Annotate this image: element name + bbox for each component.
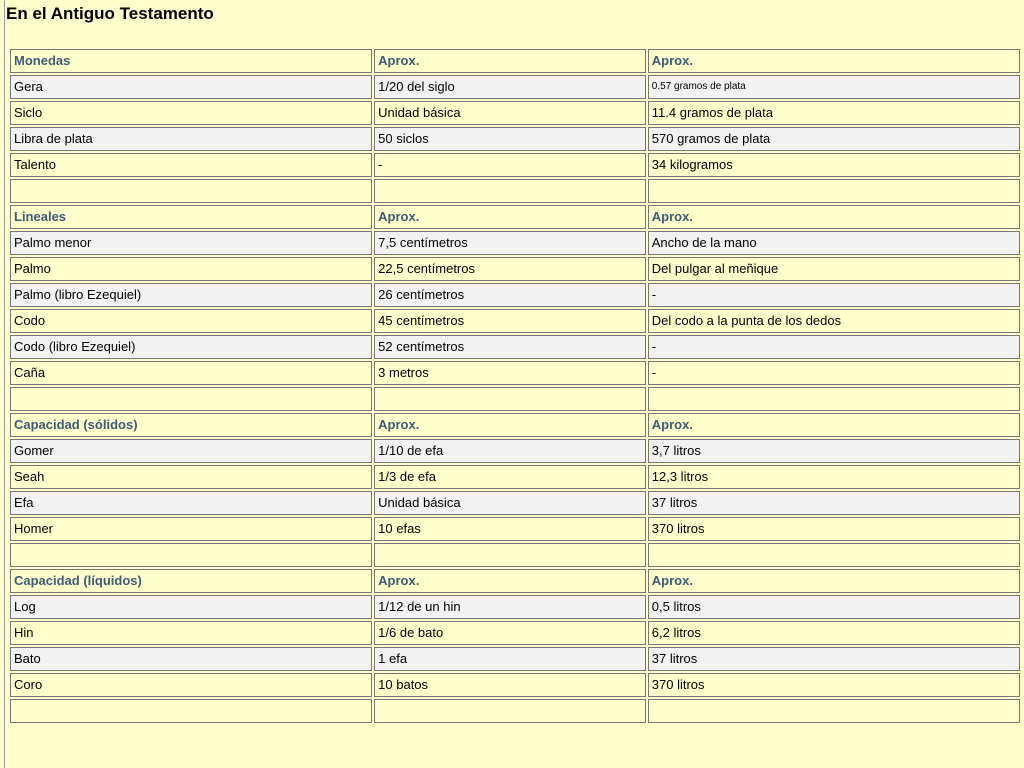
unit-name-cell: Efa bbox=[10, 491, 372, 515]
equivalence-cell: 7,5 centímetros bbox=[374, 231, 646, 255]
unit-name-cell: Palmo (libro Ezequiel) bbox=[10, 283, 372, 307]
spacer-cell bbox=[374, 543, 646, 567]
equivalence-cell: Unidad básica bbox=[374, 491, 646, 515]
unit-name-cell: Palmo bbox=[10, 257, 372, 281]
approx-value-cell: 11.4 gramos de plata bbox=[648, 101, 1020, 125]
unit-name-cell: Hin bbox=[10, 621, 372, 645]
equivalence-cell: 45 centímetros bbox=[374, 309, 646, 333]
approx-value-cell: - bbox=[648, 283, 1020, 307]
approx-value-cell: Del codo a la punta de los dedos bbox=[648, 309, 1020, 333]
section-header-row bbox=[10, 413, 1020, 437]
equivalence-cell: 50 siclos bbox=[374, 127, 646, 151]
unit-name-cell: Caña bbox=[10, 361, 372, 385]
table-row bbox=[10, 673, 1020, 697]
spacer-cell bbox=[10, 179, 372, 203]
equivalence-cell: 22,5 centímetros bbox=[374, 257, 646, 281]
unit-name-cell: Codo bbox=[10, 309, 372, 333]
unit-name-cell: Talento bbox=[10, 153, 372, 177]
column-header: Aprox. bbox=[374, 413, 646, 437]
equivalence-cell: 1/12 de un hin bbox=[374, 595, 646, 619]
unit-name-cell: Gomer bbox=[10, 439, 372, 463]
unit-name-cell: Bato bbox=[10, 647, 372, 671]
section-header-row bbox=[10, 49, 1020, 73]
approx-value-cell: 37 litros bbox=[648, 647, 1020, 671]
approx-value-cell: 570 gramos de plata bbox=[648, 127, 1020, 151]
table-row bbox=[10, 491, 1020, 515]
table-row bbox=[10, 101, 1020, 125]
unit-name-cell: Coro bbox=[10, 673, 372, 697]
table-row bbox=[10, 335, 1020, 359]
equivalence-cell: 1/3 de efa bbox=[374, 465, 646, 489]
page-title: En el Antiguo Testamento bbox=[6, 4, 214, 23]
column-header: Aprox. bbox=[648, 205, 1020, 229]
column-header: Aprox. bbox=[374, 569, 646, 593]
unit-name-cell: Libra de plata bbox=[10, 127, 372, 151]
approx-value-cell: Del pulgar al meñique bbox=[648, 257, 1020, 281]
column-header: Aprox. bbox=[648, 569, 1020, 593]
spacer-cell bbox=[648, 387, 1020, 411]
units-table-body bbox=[10, 49, 1020, 723]
unit-name-cell: Gera bbox=[10, 75, 372, 99]
table-row bbox=[10, 257, 1020, 281]
spacer-row bbox=[10, 699, 1020, 723]
table-row bbox=[10, 361, 1020, 385]
equivalence-cell: 10 batos bbox=[374, 673, 646, 697]
spacer-cell bbox=[648, 543, 1020, 567]
units-table bbox=[8, 47, 1022, 725]
section-title: Capacidad (sólidos) bbox=[10, 413, 372, 437]
spacer-cell bbox=[374, 699, 646, 723]
table-row bbox=[10, 283, 1020, 307]
unit-name-cell: Siclo bbox=[10, 101, 372, 125]
table-row bbox=[10, 75, 1020, 99]
spacer-row bbox=[10, 179, 1020, 203]
approx-value-cell: 0.57 gramos de plata bbox=[648, 75, 1020, 99]
approx-value-cell: - bbox=[648, 361, 1020, 385]
approx-value-cell: 370 litros bbox=[648, 673, 1020, 697]
column-header: Aprox. bbox=[648, 413, 1020, 437]
table-row bbox=[10, 621, 1020, 645]
equivalence-cell: 1/10 de efa bbox=[374, 439, 646, 463]
table-row bbox=[10, 647, 1020, 671]
spacer-row bbox=[10, 543, 1020, 567]
unit-name-cell: Seah bbox=[10, 465, 372, 489]
section-title: Monedas bbox=[10, 49, 372, 73]
spacer-cell bbox=[10, 387, 372, 411]
approx-value-cell: 3,7 litros bbox=[648, 439, 1020, 463]
equivalence-cell: 10 efas bbox=[374, 517, 646, 541]
equivalence-cell: - bbox=[374, 153, 646, 177]
approx-value-cell: 370 litros bbox=[648, 517, 1020, 541]
table-row bbox=[10, 465, 1020, 489]
approx-value-cell: 34 kilogramos bbox=[648, 153, 1020, 177]
equivalence-cell: 1 efa bbox=[374, 647, 646, 671]
equivalence-cell: 1/6 de bato bbox=[374, 621, 646, 645]
approx-value-cell: - bbox=[648, 335, 1020, 359]
equivalence-cell: 1/20 del siglo bbox=[374, 75, 646, 99]
equivalence-cell: 3 metros bbox=[374, 361, 646, 385]
column-header: Aprox. bbox=[648, 49, 1020, 73]
table-row bbox=[10, 127, 1020, 151]
unit-name-cell: Palmo menor bbox=[10, 231, 372, 255]
spacer-cell bbox=[648, 179, 1020, 203]
spacer-cell bbox=[374, 179, 646, 203]
section-title: Capacidad (líquidos) bbox=[10, 569, 372, 593]
equivalence-cell: Unidad básica bbox=[374, 101, 646, 125]
unit-name-cell: Log bbox=[10, 595, 372, 619]
approx-value-cell: 6,2 litros bbox=[648, 621, 1020, 645]
spacer-cell bbox=[374, 387, 646, 411]
equivalence-cell: 52 centímetros bbox=[374, 335, 646, 359]
column-header: Aprox. bbox=[374, 205, 646, 229]
table-row bbox=[10, 517, 1020, 541]
table-row bbox=[10, 309, 1020, 333]
approx-value-cell: Ancho de la mano bbox=[648, 231, 1020, 255]
page-frame bbox=[4, 0, 5, 768]
approx-value-cell: 37 litros bbox=[648, 491, 1020, 515]
section-header-row bbox=[10, 205, 1020, 229]
table-row bbox=[10, 439, 1020, 463]
column-header: Aprox. bbox=[374, 49, 646, 73]
spacer-cell bbox=[10, 699, 372, 723]
spacer-cell bbox=[10, 543, 372, 567]
approx-value-cell: 0,5 litros bbox=[648, 595, 1020, 619]
table-row bbox=[10, 231, 1020, 255]
table-row bbox=[10, 153, 1020, 177]
unit-name-cell: Homer bbox=[10, 517, 372, 541]
section-header-row bbox=[10, 569, 1020, 593]
spacer-row bbox=[10, 387, 1020, 411]
table-row bbox=[10, 595, 1020, 619]
approx-value-cell: 12,3 litros bbox=[648, 465, 1020, 489]
unit-name-cell: Codo (libro Ezequiel) bbox=[10, 335, 372, 359]
spacer-cell bbox=[648, 699, 1020, 723]
equivalence-cell: 26 centímetros bbox=[374, 283, 646, 307]
section-title: Lineales bbox=[10, 205, 372, 229]
